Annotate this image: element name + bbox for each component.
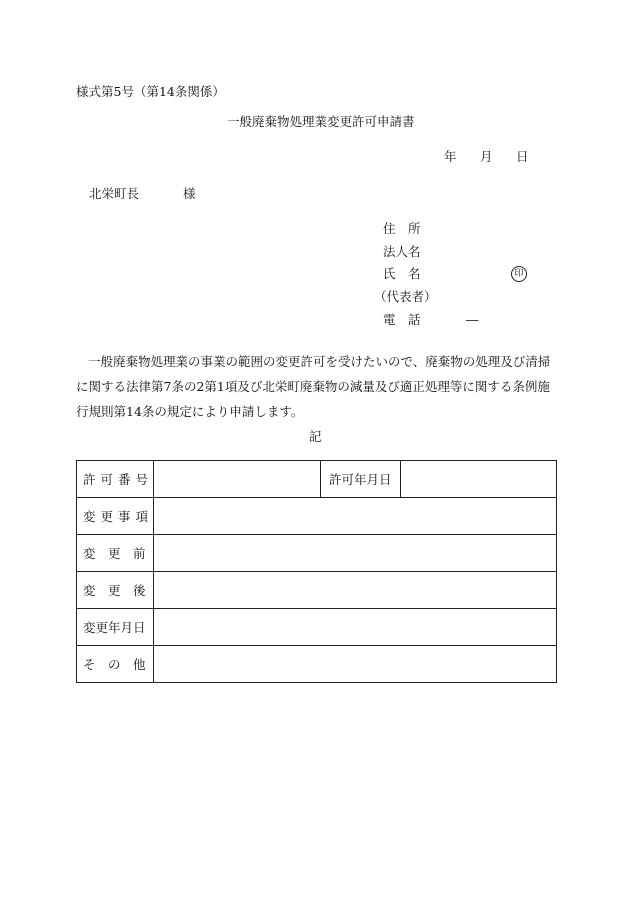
table-row [77,535,557,572]
corp-name-label: 法人名 [383,244,421,259]
form-number: 様式第5号（第14条関係） [76,84,225,99]
table-row [77,609,557,646]
phone-label: 電 話 [383,312,421,327]
application-body-text: 一般廃棄物処理業の事業の範囲の変更許可を受けたいので、廃棄物の処理及び清掃に関する法律第7条の2第1項及び北栄町廃棄物の減量及び適正処理等に関する条例施行規則第14条の規定により申請します。 [76,354,551,419]
change-date-field[interactable] [154,609,557,646]
representative-label: （代表者） [374,289,437,304]
change-date-label: 変更年月日 [77,609,154,646]
other-field[interactable] [154,646,557,683]
application-table [76,460,557,683]
after-label: 変 更 後 [77,572,154,609]
permit-number-field[interactable] [154,461,321,498]
change-item-field[interactable] [154,498,557,535]
addressee-honorific: 様 [183,186,196,201]
table-row [77,646,557,683]
name-label: 氏 名 [383,266,421,281]
document-title: 一般廃棄物処理業変更許可申請書 [227,114,415,129]
ki-label: 記 [309,429,322,444]
permit-number-label: 許可番号 [77,461,154,498]
phone-separator: ― [466,312,479,327]
permit-date-label: 許可年月日 [321,461,401,498]
permit-date-field[interactable] [401,461,557,498]
address-label: 住 所 [383,221,421,236]
before-label: 変 更 前 [77,535,154,572]
table-row [77,461,557,498]
table-row [77,572,557,609]
date-year: 年 [444,149,457,164]
before-field[interactable] [154,535,557,572]
after-field[interactable] [154,572,557,609]
date-day: 日 [516,149,529,164]
addressee-name: 北栄町長 [89,186,140,201]
change-item-label: 変更事項 [77,498,154,535]
date-month: 月 [480,149,493,164]
other-label: そ の 他 [77,646,154,683]
seal-icon: 印 [511,266,527,282]
table-row [77,498,557,535]
